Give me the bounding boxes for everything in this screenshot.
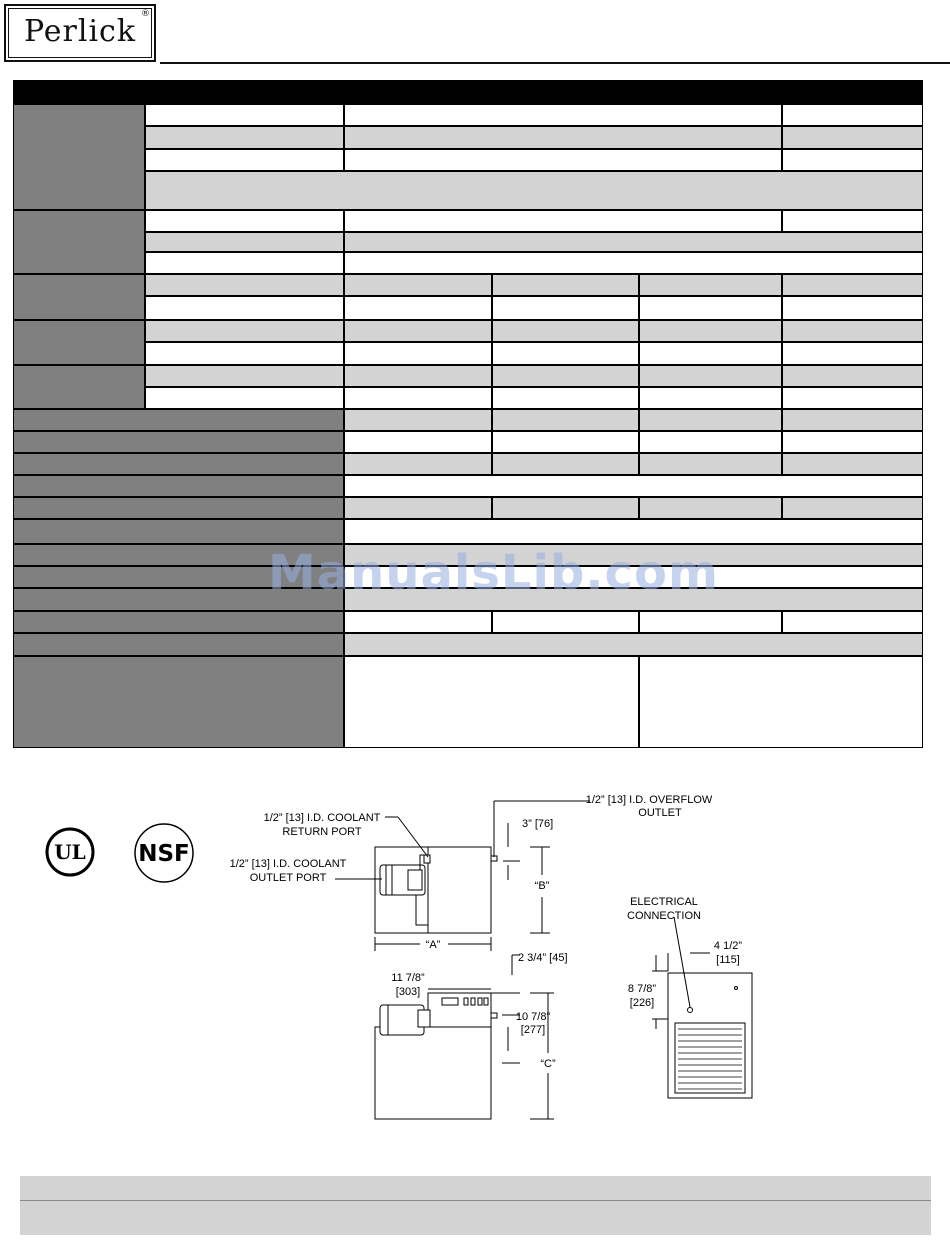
table-cell bbox=[492, 431, 639, 453]
table-cell bbox=[639, 453, 782, 475]
table-cell bbox=[13, 453, 344, 475]
registered-mark: ® bbox=[141, 9, 150, 19]
overflow-label-line2: OUTLET bbox=[638, 807, 682, 819]
table-cell bbox=[145, 296, 344, 320]
table-row bbox=[344, 210, 782, 232]
dim-10-7-8-line1: 10 7/8” bbox=[515, 1011, 551, 1023]
dimension-drawing bbox=[220, 785, 780, 1130]
table-cell bbox=[782, 409, 923, 431]
nsf-icon bbox=[133, 822, 195, 884]
table-row bbox=[145, 104, 344, 126]
table-row bbox=[344, 149, 782, 171]
table-cell bbox=[782, 611, 923, 633]
table-cell bbox=[13, 409, 344, 431]
coolant-outlet-line1: 1/2” [13] I.D. COOLANT bbox=[229, 858, 347, 870]
table-cell bbox=[639, 611, 782, 633]
coolant-return-line1: 1/2” [13] I.D. COOLANT bbox=[263, 812, 381, 824]
table-cell bbox=[13, 611, 344, 633]
table-cell bbox=[344, 431, 492, 453]
table-row bbox=[782, 104, 923, 126]
table-row bbox=[782, 126, 923, 149]
group-label-block bbox=[13, 210, 145, 274]
coolant-return-line2: RETURN PORT bbox=[282, 826, 362, 838]
table-cell bbox=[639, 296, 782, 320]
overflow-label-line1: 1/2” [13] I.D. OVERFLOW bbox=[585, 794, 713, 806]
table-cell bbox=[344, 656, 639, 748]
table-cell bbox=[344, 633, 923, 656]
table-cell bbox=[145, 274, 344, 296]
table-header bbox=[13, 80, 923, 104]
table-row bbox=[145, 232, 344, 252]
table-cell bbox=[145, 320, 344, 342]
header-rule bbox=[160, 62, 950, 64]
dim-4-1-2-line2: [115] bbox=[716, 954, 740, 966]
table-cell bbox=[344, 387, 492, 409]
table-cell bbox=[639, 409, 782, 431]
dim-a-label: “A” bbox=[425, 939, 441, 951]
svg-text:NSF: NSF bbox=[138, 841, 190, 867]
table-cell bbox=[13, 633, 344, 656]
dim-4-1-2-line1: 4 1/2” bbox=[713, 940, 743, 952]
table-cell bbox=[782, 320, 923, 342]
table-cell bbox=[639, 387, 782, 409]
table-row bbox=[145, 126, 344, 149]
table-cell bbox=[145, 365, 344, 387]
table-cell bbox=[13, 497, 344, 519]
table-row bbox=[145, 210, 344, 232]
table-row bbox=[344, 252, 923, 274]
table-cell bbox=[639, 320, 782, 342]
dim-c-label: “C” bbox=[540, 1058, 556, 1070]
table-cell bbox=[344, 320, 492, 342]
table-cell bbox=[344, 296, 492, 320]
dim-3-label: 3” [76] bbox=[522, 818, 554, 830]
table-cell bbox=[639, 365, 782, 387]
dim-8-7-8-line2: [226] bbox=[629, 997, 655, 1009]
table-cell bbox=[344, 365, 492, 387]
table-cell bbox=[344, 611, 492, 633]
brand-logo bbox=[4, 4, 156, 62]
table-cell bbox=[13, 656, 344, 748]
table-cell bbox=[492, 342, 639, 365]
table-cell bbox=[145, 387, 344, 409]
table-row bbox=[782, 210, 923, 232]
table-cell bbox=[782, 431, 923, 453]
table-row bbox=[344, 104, 782, 126]
table-cell bbox=[492, 611, 639, 633]
table-cell bbox=[782, 274, 923, 296]
table-cell bbox=[344, 497, 492, 519]
table-cell bbox=[344, 519, 923, 544]
electrical-label-line2: CONNECTION bbox=[627, 910, 701, 922]
table-row bbox=[782, 149, 923, 171]
brand-logo-text: Perlick bbox=[23, 14, 137, 49]
table-cell bbox=[492, 296, 639, 320]
table-cell bbox=[782, 342, 923, 365]
group-label-block bbox=[13, 274, 145, 320]
table-cell bbox=[344, 453, 492, 475]
table-cell bbox=[492, 387, 639, 409]
table-row bbox=[145, 252, 344, 274]
table-cell bbox=[344, 342, 492, 365]
table-row bbox=[344, 232, 923, 252]
svg-text:UL: UL bbox=[54, 840, 86, 864]
table-cell bbox=[492, 365, 639, 387]
table-cell bbox=[639, 274, 782, 296]
dim-10-7-8-line2: [277] bbox=[520, 1024, 546, 1036]
table-cell bbox=[782, 387, 923, 409]
table-cell bbox=[13, 431, 344, 453]
specifications-table bbox=[13, 80, 923, 748]
dim-11-7-8-line2: [303] bbox=[395, 986, 421, 998]
footer-bar-bottom bbox=[20, 1201, 931, 1235]
table-cell bbox=[145, 342, 344, 365]
table-cell bbox=[13, 475, 344, 497]
footer-bar-top bbox=[20, 1176, 931, 1200]
table-cell bbox=[639, 342, 782, 365]
watermark: ManualsLib.com bbox=[268, 545, 719, 601]
table-cell bbox=[344, 475, 923, 497]
group-label-block bbox=[13, 320, 145, 365]
table-cell bbox=[492, 453, 639, 475]
table-cell bbox=[782, 453, 923, 475]
dim-b-label: “B” bbox=[534, 880, 550, 892]
ul-listed-icon bbox=[44, 826, 96, 878]
dim-2-3-4-label: 2 3/4” [45] bbox=[518, 952, 568, 964]
dim-11-7-8-line1: 11 7/8” bbox=[391, 972, 425, 984]
table-cell bbox=[639, 431, 782, 453]
table-cell bbox=[344, 409, 492, 431]
table-cell bbox=[492, 497, 639, 519]
table-cell bbox=[639, 656, 923, 748]
table-cell bbox=[782, 296, 923, 320]
table-cell bbox=[492, 409, 639, 431]
table-cell bbox=[13, 519, 344, 544]
dim-8-7-8-line1: 8 7/8” bbox=[627, 983, 657, 995]
table-cell bbox=[782, 497, 923, 519]
table-row bbox=[145, 171, 923, 210]
table-row bbox=[344, 126, 782, 149]
table-cell bbox=[492, 274, 639, 296]
table-cell bbox=[639, 497, 782, 519]
coolant-outlet-line2: OUTLET PORT bbox=[249, 872, 327, 884]
group-label-block bbox=[13, 365, 145, 409]
table-row bbox=[145, 149, 344, 171]
table-cell bbox=[344, 274, 492, 296]
table-cell bbox=[782, 365, 923, 387]
group-label-block bbox=[13, 104, 145, 210]
table-cell bbox=[492, 320, 639, 342]
electrical-label-line1: ELECTRICAL bbox=[630, 896, 698, 908]
